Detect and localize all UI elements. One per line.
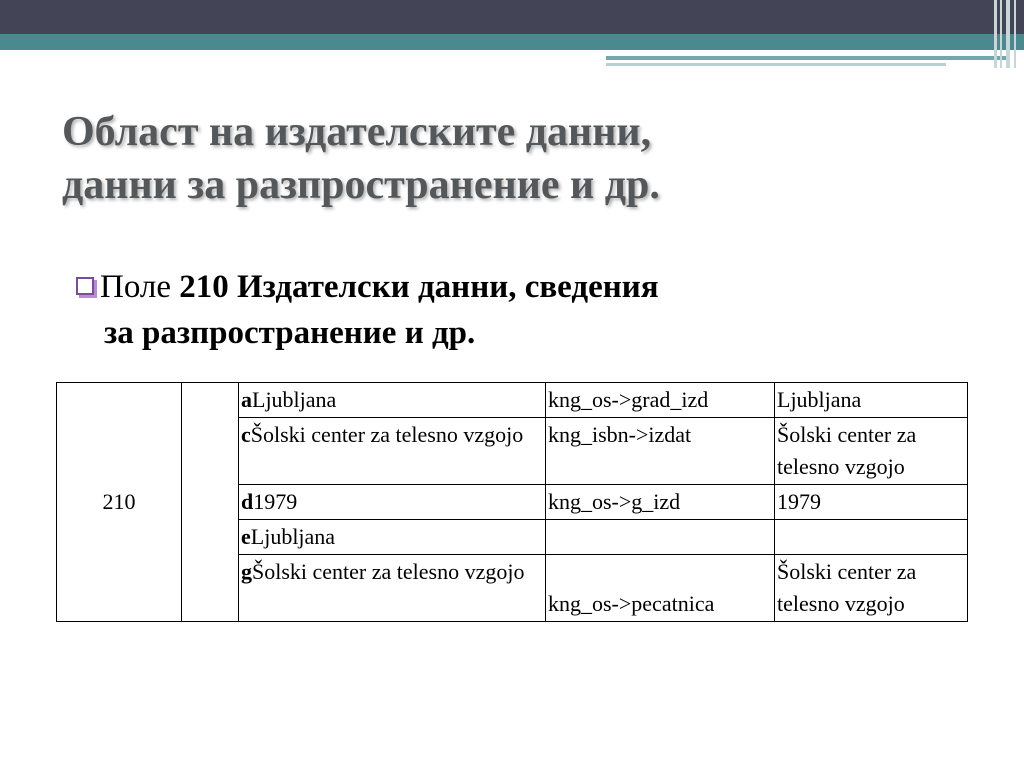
subfield-cell: gŠolski center za telesno vzgojo (239, 555, 546, 622)
value-cell: Šolski center za telesno vzgojo (775, 418, 968, 485)
indicator-cell (182, 383, 239, 622)
checkbox-bullet-icon (76, 277, 94, 295)
field-cell: kng_os->pecatnica (546, 555, 775, 622)
subfield-cell: eLjubljana (239, 520, 546, 555)
accent-line (606, 56, 1006, 60)
bullet-bold-line1: 210 Издателски данни, сведения (179, 269, 659, 305)
subfield-cell: d1979 (239, 485, 546, 520)
value-cell: 1979 (775, 485, 968, 520)
field-cell: kng_isbn->izdat (546, 418, 775, 485)
tag-cell: 210 (57, 383, 182, 622)
slide-title-line2: данни за разпространение и др. (62, 162, 660, 208)
field-cell: kng_os->grad_izd (546, 383, 775, 418)
accent-line-thin (606, 63, 946, 66)
bullet-prefix: Поле (100, 269, 180, 305)
subfield-cell: cŠolski center za telesno vzgojo (239, 418, 546, 485)
bullet-item (76, 264, 976, 356)
subfield-cell: aLjubljana (239, 383, 546, 418)
value-cell: Ljubljana (775, 383, 968, 418)
header-bar (0, 0, 1024, 34)
value-cell: Šolski center za telesno vzgojo (775, 555, 968, 622)
slide-title-line1: Област на издателските данни, (62, 109, 652, 155)
bullet-bold-line2: за разпространение и др. (104, 315, 476, 351)
slide-title (62, 106, 962, 212)
field-mapping-table (56, 382, 968, 622)
table-row (57, 383, 968, 418)
decor-stripes (990, 0, 1024, 68)
field-cell (546, 520, 775, 555)
field-cell: kng_os->g_izd (546, 485, 775, 520)
accent-band (0, 34, 1024, 50)
value-cell (775, 520, 968, 555)
